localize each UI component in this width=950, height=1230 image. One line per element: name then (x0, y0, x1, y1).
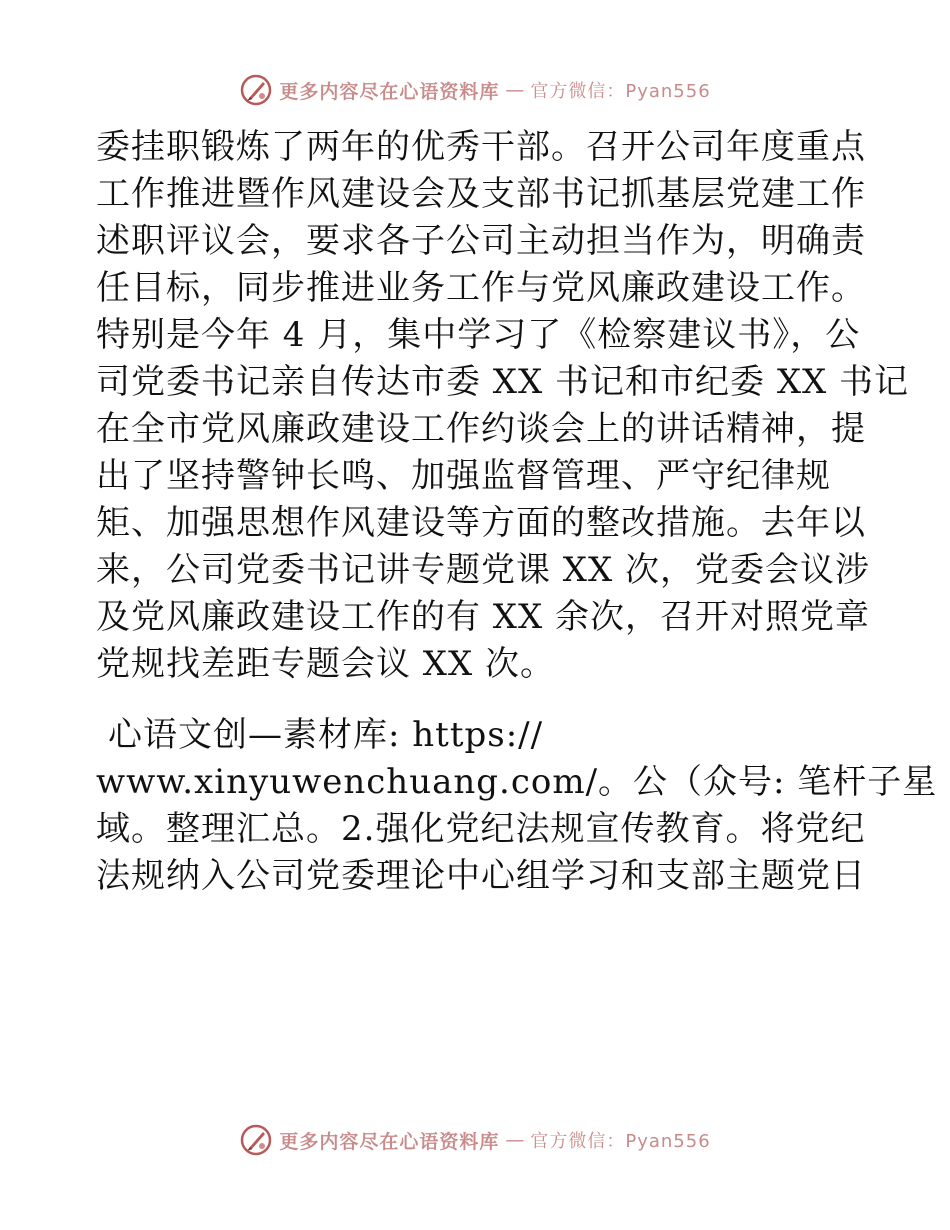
banner-separator: — (505, 79, 525, 101)
text-line: 及党风廉政建设工作的有 XX 余次，召开对照党章 (96, 597, 871, 637)
paragraph-1 (96, 124, 910, 688)
text-line: 委挂职锻炼了两年的优秀干部。召开公司年度重点 (96, 127, 866, 167)
text-line: 矩、加强思想作风建设等方面的整改措施。去年以 (96, 503, 866, 543)
text-line: www.xinyuwenchuang.com/。公（众号: 笔杆子星 (96, 762, 938, 802)
text-line: 司党委书记亲自传达市委 XX 书记和市纪委 XX 书记 (96, 362, 910, 402)
text-line: 述职评议会，要求各子公司主动担当作为，明确责 (96, 221, 866, 261)
banner-wechat-text: 官方微信：Pyan556 (530, 81, 711, 102)
banner-brand-text: 更多内容尽在心语资料库 (279, 80, 500, 103)
text-line: 出了坚持警钟长鸣、加强监督管理、严守纪律规 (96, 456, 831, 496)
text-line: 来，公司党委书记讲专题党课 XX 次，党委会议涉 (96, 550, 871, 590)
paragraph-2 (96, 712, 938, 900)
text-line: 特别是今年 4 月，集中学习了《检察建议书》，公 (96, 315, 861, 355)
text-line: 在全市党风廉政建设工作约谈会上的讲话精神，提 (96, 409, 866, 449)
quill-pen-circle-icon (239, 73, 273, 107)
banner-separator: — (505, 1129, 525, 1151)
banner-wechat-text: 官方微信：Pyan556 (530, 1131, 711, 1152)
quill-pen-circle-icon (239, 1123, 273, 1157)
banner-brand-text: 更多内容尽在心语资料库 (279, 1130, 500, 1153)
text-line: 任目标，同步推进业务工作与党风廉政建设工作。 (96, 268, 866, 308)
text-line: 法规纳入公司党委理论中心组学习和支部主题党日 (96, 856, 866, 896)
text-line: 工作推进暨作风建设会及支部书记抓基层党建工作 (96, 174, 866, 214)
text-line: 党规找差距专题会议 XX 次。 (96, 644, 556, 684)
footer-banner (0, 1120, 950, 1160)
header-banner (0, 70, 950, 110)
text-line: 心语文创—素材库: https:// (108, 715, 544, 755)
document-body (96, 124, 938, 900)
text-line: 域。整理汇总。2.强化党纪法规宣传教育。将党纪 (96, 809, 866, 849)
